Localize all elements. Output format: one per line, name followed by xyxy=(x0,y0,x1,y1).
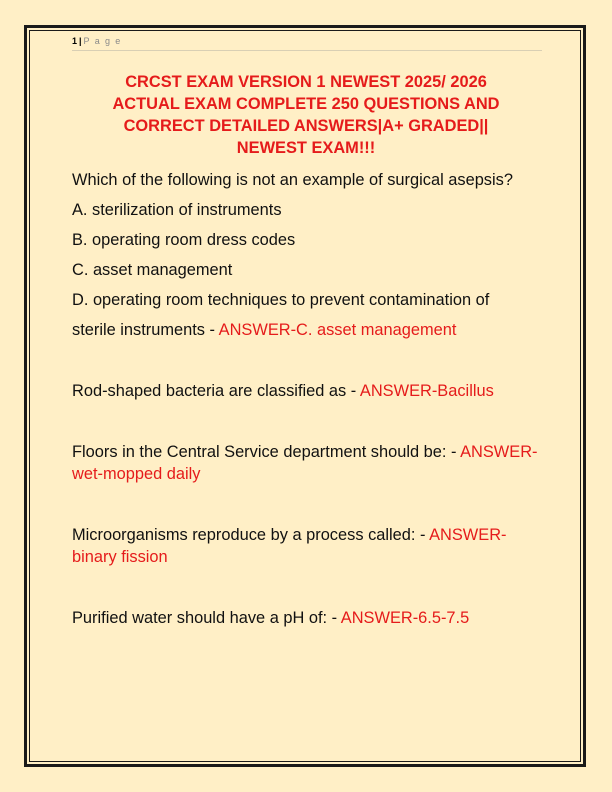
answer-text: ANSWER-6.5-7.5 xyxy=(340,609,470,627)
page-number: 1 xyxy=(72,36,78,46)
answer-text: ANSWER-C. asset management xyxy=(218,321,457,339)
answer-option-d: D. operating room techniques to prevent contamination of xyxy=(72,291,490,309)
header-separator: | xyxy=(79,36,82,46)
answer-option-c: C. asset management xyxy=(72,261,233,279)
question-stem: Which of the following is not an example of surgical asepsis? xyxy=(72,171,513,189)
question-text: Floors in the Central Service department should be: - xyxy=(72,443,461,461)
question-answer-pair xyxy=(72,441,546,485)
title-line: NEWEST EXAM!!! xyxy=(236,139,376,157)
page-label: P a g e xyxy=(83,36,122,46)
question-answer-pair xyxy=(72,524,546,568)
question-continuation xyxy=(72,319,546,341)
answer-text: ANSWER-binary fission xyxy=(72,526,507,566)
title-line: CRCST EXAM VERSION 1 NEWEST 2025/ 2026 xyxy=(125,73,487,91)
question-answer-pair xyxy=(72,607,546,629)
question-answer-pair xyxy=(72,380,546,402)
answer-text: ANSWER-wet-mopped daily xyxy=(72,443,538,483)
question-text: Purified water should have a pH of: - xyxy=(72,609,341,627)
document-body xyxy=(72,169,546,629)
document-title xyxy=(72,71,540,159)
answer-option-a: A. sterilization of instruments xyxy=(72,201,282,219)
question-text: Rod-shaped bacteria are classified as - xyxy=(72,382,360,400)
title-line: ACTUAL EXAM COMPLETE 250 QUESTIONS AND xyxy=(112,95,500,113)
title-line: CORRECT DETAILED ANSWERS|A+ GRADED|| xyxy=(123,117,489,135)
answer-option-b: B. operating room dress codes xyxy=(72,231,296,249)
page-header xyxy=(72,36,542,51)
continuation-text: sterile instruments - xyxy=(72,321,219,339)
answer-text: ANSWER-Bacillus xyxy=(359,382,494,400)
question-text: Microorganisms reproduce by a process called: - xyxy=(72,526,430,544)
